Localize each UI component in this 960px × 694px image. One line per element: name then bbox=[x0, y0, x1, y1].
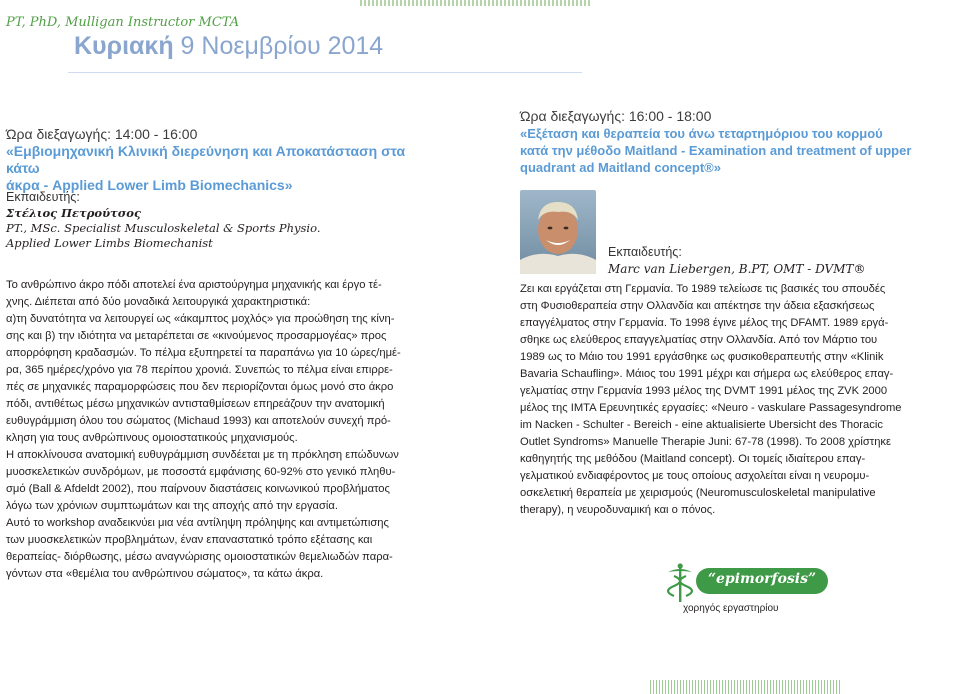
left-body-line: πόδι, αντιθέτως μέσω μηχανικών αντισταθμίσεων επηρεάζουν την ανατομική bbox=[6, 398, 385, 410]
left-body-line: λόγω των χρόνιων συμπτωμάτων και της αποχής από την εργασία. bbox=[6, 500, 338, 512]
right-body-line: im Nacken - Schulter - Bereich - eine aktualisierte Ubersicht des Thoracic bbox=[520, 419, 883, 431]
right-body-line: γελματικού ενδιαφέροντος με τους οποίους ασχολείται είναι η νευρομυ- bbox=[520, 470, 870, 482]
left-session-time: Ώρα διεξαγωγής: 14:00 - 16:00 bbox=[6, 126, 198, 142]
event-day: Κυριακή bbox=[74, 32, 174, 60]
left-instructor-name: Στέλιος Πετρούτσος bbox=[6, 206, 141, 220]
left-body-line: Η αποκλίνουσα ανατομική ευθυγράμμιση συνδέεται με τη πρόκληση επώδυνων bbox=[6, 449, 399, 461]
right-session-time: Ώρα διεξαγωγής: 16:00 - 18:00 bbox=[520, 108, 712, 124]
right-body-line: σθηκε ως ελεύθερος επαγγελματίας στην Ολλανδία. Από τον Μάρτιο του bbox=[520, 334, 878, 346]
right-body-line: μέλος της IMTA Ερευνητικές εργασίες: «Neuro - vaskulare Passagesyndrome bbox=[520, 402, 902, 414]
right-body-line: γελματίας στην Γερμανία 1993 μέλος της DVMT 1991 μέλος της ZVK 2000 bbox=[520, 385, 888, 397]
top-decoration bbox=[360, 0, 590, 6]
right-instructor-label: Εκπαιδευτής: bbox=[608, 245, 682, 259]
right-body-line: 1989 ως το Μάιο του 1991 εργάσθηκε ως φυσικοθεραπευτής στην «Klinik bbox=[520, 351, 884, 363]
left-body-line: σμό (Ball & Afdeldt 2002), που παίρνουν διαστάσεις κοινωνικού προβλήματος bbox=[6, 483, 390, 495]
right-body-line: Ζει και εργάζεται στη Γερμανία. Το 1989 τελείωσε τις βασικές του σπουδές bbox=[520, 283, 886, 295]
right-body-line: therapy), η νευροδυναμική και ο πόνος. bbox=[520, 504, 716, 516]
right-body-line: επαγγέλματος στην Γερμανία. Το 1998 έγινε μέλος της DFAMT. 1989 εργά- bbox=[520, 317, 889, 329]
right-body-text bbox=[520, 281, 950, 519]
left-body-line: των μυοσκελετικών προβλημάτων, έναν επαναστατικό τρόπο εξέτασης και bbox=[6, 534, 373, 546]
left-instructor-credentials-2: Applied Lower Limbs Biomechanist bbox=[6, 236, 213, 250]
left-body-line: μυοσκελετικών συνδρόμων, με ποσοστά εμφάνισης 60-92% στο γενικό πληθυ- bbox=[6, 466, 396, 478]
left-body-line: γόντων στα «θεμέλια του ανθρώπινου σώματος», τα κάτω άκρα. bbox=[6, 568, 324, 580]
right-body-line: καθηγητής της μεθόδου (Maitland concept). Οι τομείς ιδιαίτερου επαγ- bbox=[520, 453, 866, 465]
left-body-line: θεραπείας- διόρθωσης, μέσω αναγνώρισης ομοιοστατικών θεμελιωδών παρα- bbox=[6, 551, 393, 563]
event-date-text: 9 Νοεμβρίου 2014 bbox=[173, 32, 384, 60]
header-divider bbox=[68, 72, 582, 73]
left-body-line: Αυτό το workshop αναδεικνύει μια νέα αντίληψη πρόληψης και αντιμετώπισης bbox=[6, 517, 389, 529]
right-session-header bbox=[520, 108, 958, 176]
left-body-line: Το ανθρώπινο άκρο πόδι αποτελεί ένα αριστούργημα μηχανικής και έργο τέ- bbox=[6, 279, 382, 291]
left-instructor-info bbox=[6, 206, 426, 251]
left-body-line: πές σε μηχανικές παραμορφώσεις που δεν περιορίζονται όμως μονό στο άκρο bbox=[6, 381, 394, 393]
logo-text: “epimorfosis” bbox=[707, 571, 817, 587]
header-credit: PT, PhD, Mulligan Instructor MCTA bbox=[6, 15, 240, 30]
left-session-title-line2: άκρα - Applied Lower Limb Biomechanics» bbox=[6, 177, 293, 193]
right-body-line: Outlet Syndroms» Manuelle Therapie Juni: 67-78 (1998). Το 2008 χρίστηκε bbox=[520, 436, 892, 448]
right-session-title-line3: quadrant ad Maitland concept®» bbox=[520, 160, 721, 175]
left-body-line: κληση για τους ανθρώπινους ομοιοστατικούς μηχανισμούς. bbox=[6, 432, 298, 444]
event-date bbox=[74, 32, 383, 61]
left-body-line: ευθυγράμμιση όλου του σώματος (Michaud 1993) και αποτελούν συνεχή πρό- bbox=[6, 415, 391, 427]
left-body-line: α)τη δυνατότητα να λειτουργεί ως «άκαμπτος μοχλός» για προώθηση της κίνη- bbox=[6, 313, 395, 325]
instructor-photo bbox=[520, 190, 596, 274]
right-instructor-name: Marc van Liebergen, B.PT, OMT - DVMT® bbox=[608, 262, 866, 276]
right-session-title-line1: «Εξέταση και θεραπεία του άνω τεταρτημόριου του κορμού bbox=[520, 126, 883, 141]
left-body-line: ρα, 365 ημέρες/χρόνο για 78 περίπου χρονιά. Συνεπώς το πέλμα είναι επιρρε- bbox=[6, 364, 393, 376]
left-instructor-credentials-1: PT., MSc. Specialist Musculoskeletal & Sports Physio. bbox=[6, 221, 321, 235]
right-body-line: οσκελετική θεραπεία με χειρισμούς (Neuromusculoskeletal manipulative bbox=[520, 487, 876, 499]
left-body-text bbox=[6, 277, 436, 583]
left-body-line: απορρόφηση κραδασμών. Το πέλμα εξυπηρετεί τα παραπάνω για 10 ώρες/ημέ- bbox=[6, 347, 401, 359]
sponsor-caption: χορηγός εργαστηρίου bbox=[683, 603, 779, 614]
bottom-decoration bbox=[650, 680, 840, 694]
left-session-title-line1: «Εμβιομηχανική Κλινική διερεύνηση και Αποκατάσταση στα κάτω bbox=[6, 143, 406, 176]
right-body-line: Bavaria Schaufling». Μάιος του 1991 μέχρι και σήμερα ως ελεύθερος επαγ- bbox=[520, 368, 894, 380]
left-body-line: χνης. Διέπεται από δύο μοναδικά λειτουργικά χαρακτηριστικά: bbox=[6, 296, 311, 308]
left-instructor-label: Εκπαιδευτής: bbox=[6, 190, 80, 204]
right-body-line: στη Φυσιοθεραπεία στην Ολλανδία και απέκτησε την άδεια εξασκήσεως bbox=[520, 300, 875, 312]
caduceus-icon bbox=[668, 563, 692, 602]
epimorfosis-logo bbox=[662, 562, 832, 604]
left-session-header bbox=[6, 126, 426, 194]
left-body-line: σης και β) την ιδιότητα να μεταρέπεται σε «κινούμενος προσαρμογέας» προς bbox=[6, 330, 387, 342]
right-session-title-line2: κατά την μέθοδο Maitland - Examination and treatment of upper bbox=[520, 143, 912, 158]
